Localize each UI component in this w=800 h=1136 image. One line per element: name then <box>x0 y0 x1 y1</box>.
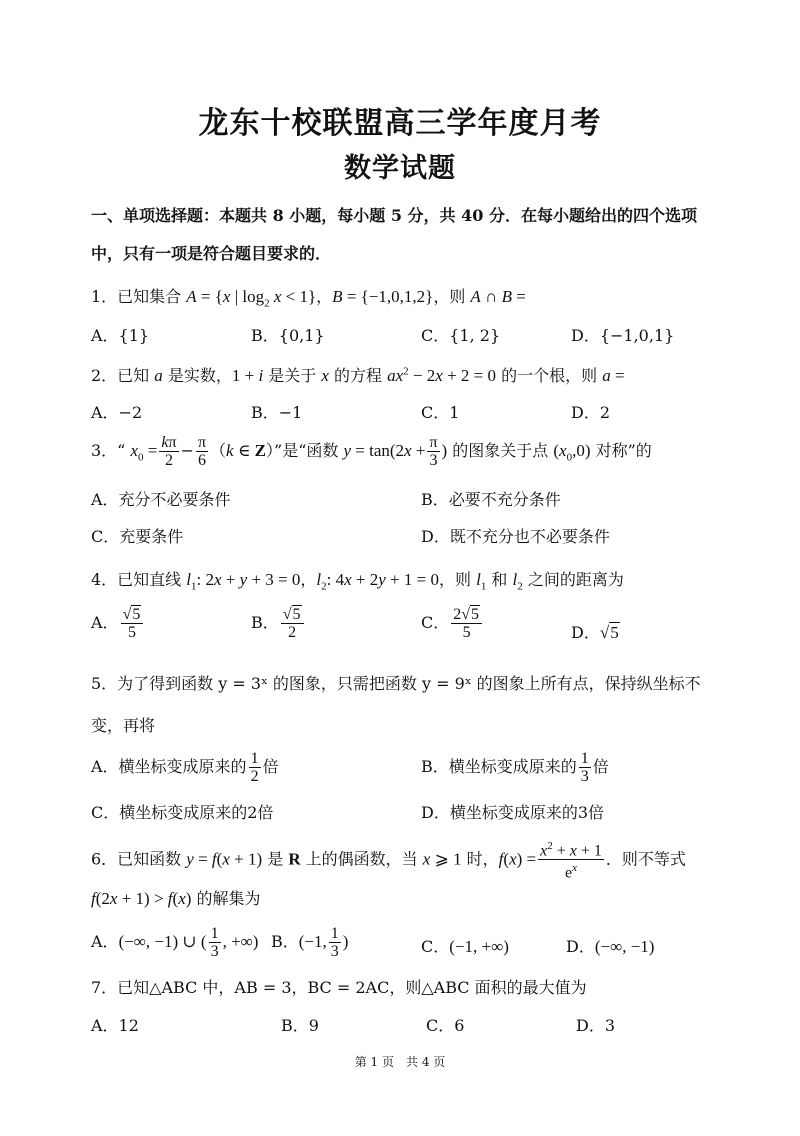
question-1-option-a: A．{1} <box>91 326 150 345</box>
exam-title: 龙东十校联盟高三学年度月考 <box>198 106 602 141</box>
question-3-option-a: A．充分不必要条件 <box>91 490 231 509</box>
question-5-stem-line2: 变，再将 <box>91 716 156 735</box>
question-6-option-a: A．(−∞, −1) ∪ ( $\frac{1}{3}$ , +∞) <box>91 925 259 960</box>
question-4-option-a: A． $\frac{√5}{5}$ <box>91 606 145 641</box>
question-6-option-d: D．(−∞, −1) <box>566 937 655 956</box>
question-1-option-b: B．{0,1} <box>251 326 325 345</box>
page-footer: 第 1 页 共 4 页 <box>354 1055 446 1069</box>
question-4-option-c: C． $\frac{2√5}{5}$ <box>421 606 484 641</box>
question-3-option-b: B．必要不充分条件 <box>421 490 561 509</box>
question-2-stem: 2．已知 a 是实数，1 + i 是关于 x 的方程 $ax^2 - 2x + 2 = 0$ 的一个根，则 a = <box>91 365 625 385</box>
question-5-option-d: D．横坐标变成原来的3倍 <box>421 803 605 822</box>
question-1-stem: 1．已知集合 A = {x | $\log_2 x < 1$}，B = {−1,0,1,2}，则 A ∩ B = <box>91 287 526 310</box>
question-6-stem-line2: f(2x + 1) > f(x) 的解集为 <box>91 889 261 908</box>
question-6-option-c: C．(−1, +∞) <box>421 937 509 956</box>
question-2-option-d: D．2 <box>571 403 611 422</box>
section-heading-line2: 中，只有一项是符合题目要求的． <box>91 244 332 263</box>
section-heading-line1: 一、单项选择题：本题共 8 小题，每小题 5 分，共 40 分．在每小题给出的四个选项 <box>91 206 697 225</box>
question-3-stem: 3．“ $x_0$ = $\frac{k\pi}{2}$ − $\frac{\pi}{6}$ （k ∈ Z）”是“函数 y = tan(2x + $\frac{\pi}{3}$ ) 的图象关于点 $(x_0,0)$ 对称”的 <box>91 434 652 469</box>
question-3-option-d: D．既不充分也不必要条件 <box>421 527 610 546</box>
question-1-option-c: C．{1, 2} <box>421 326 501 345</box>
question-5-option-a: A．横坐标变成原来的 $\frac{1}{2}$ 倍 <box>91 750 279 785</box>
question-2-option-a: A．−2 <box>91 403 143 422</box>
question-7-option-d: D．3 <box>576 1016 616 1035</box>
question-5-option-c: C．横坐标变成原来的2倍 <box>91 803 274 822</box>
question-2-option-c: C．1 <box>421 403 460 422</box>
question-7-option-b: B．9 <box>281 1016 319 1035</box>
question-4-stem: 4．已知直线 $l_1$: 2x + y + 3 = 0，$l_2$: 4x + 2y + 1 = 0，则 $l_1$ 和 $l_2$ 之间的距离为 <box>91 570 624 593</box>
question-7-option-c: C．6 <box>426 1016 465 1035</box>
question-1-option-d: D．{−1,0,1} <box>571 326 675 345</box>
question-7-stem: 7．已知△ABC 中，AB = 3，BC = 2AC，则△ABC 面积的最大值为 <box>91 978 587 997</box>
question-4-option-d: D．√5 <box>571 623 619 642</box>
question-3-option-c: C．充要条件 <box>91 527 184 546</box>
question-6-stem-line1: 6．已知函数 y = f(x + 1) 是 R 上的偶函数，当 x ⩾ 1 时，f(x) = $\frac{x^2 + x + 1}{e^x}$ ．则不等式 <box>91 840 686 882</box>
question-6-option-b: B．(−1, $\frac{1}{3}$ ) <box>271 925 349 960</box>
question-2-option-b: B．−1 <box>251 403 303 422</box>
question-4-option-b: B． $\frac{√5}{2}$ <box>251 606 306 641</box>
question-5-stem-line1: 5．为了得到函数 y = 3ˣ 的图象，只需把函数 y = 9ˣ 的图象上所有点，保持纵坐标不 <box>91 674 701 693</box>
question-7-option-a: A．12 <box>91 1016 139 1035</box>
exam-subtitle: 数学试题 <box>344 153 456 184</box>
question-5-option-b: B．横坐标变成原来的 $\frac{1}{3}$ 倍 <box>421 750 609 785</box>
